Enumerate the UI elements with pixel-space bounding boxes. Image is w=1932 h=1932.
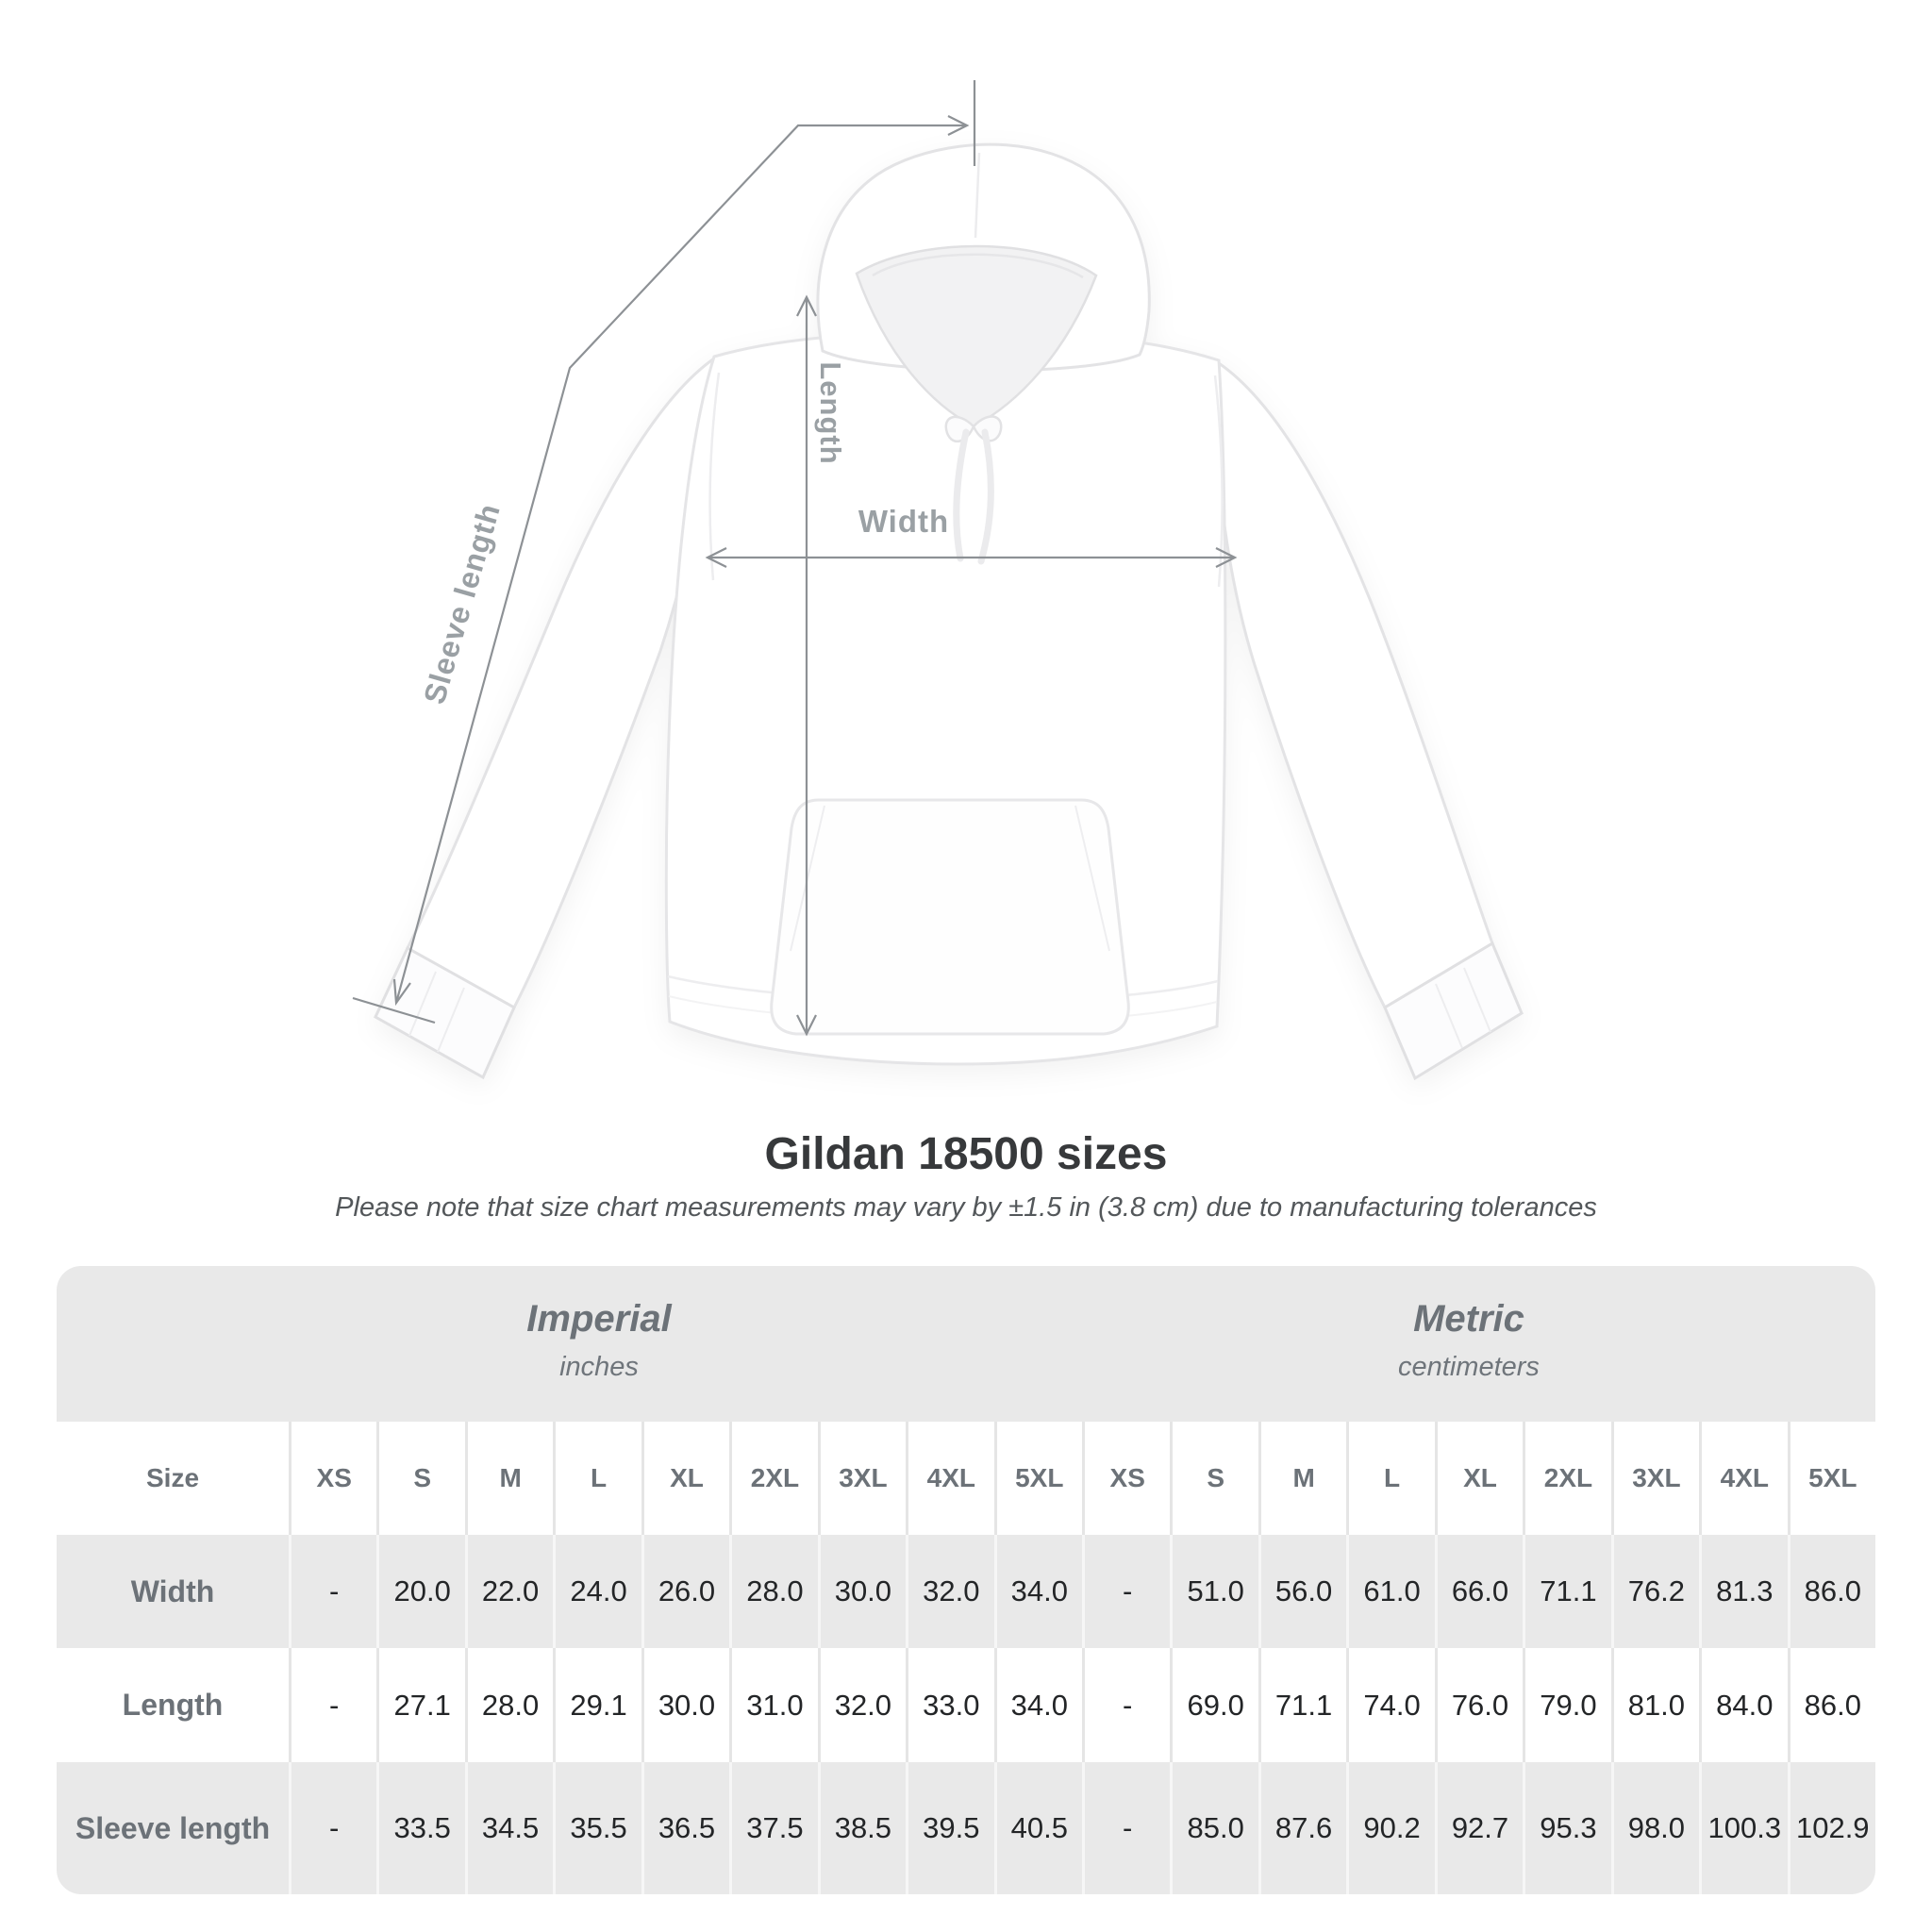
value-cell: 26.0 [641, 1535, 729, 1648]
size-column-header: Size [145, 1463, 200, 1492]
value-cell: 92.7 [1435, 1762, 1523, 1894]
size-header-cell: 2XL [1523, 1422, 1610, 1535]
value-cell: 36.5 [641, 1762, 729, 1894]
size-header-cell: XL [641, 1422, 729, 1535]
tolerance-note: Please note that size chart measurements may vary by ±1.5 in (3.8 cm) due to manufacturing tolerances [335, 1192, 1597, 1223]
value-cell: 56.0 [1258, 1535, 1346, 1648]
size-header-cell: 5XL [1788, 1422, 1875, 1535]
value-cell: 66.0 [1435, 1535, 1523, 1648]
width-dimension-label: Width [858, 504, 950, 539]
value-cell: 28.0 [465, 1648, 553, 1762]
value-cell: 32.0 [818, 1648, 906, 1762]
value-cell: 24.0 [553, 1535, 641, 1648]
value-cell: - [289, 1762, 376, 1894]
size-header-cell: 4XL [1699, 1422, 1787, 1535]
value-cell: 30.0 [641, 1648, 729, 1762]
size-header-cell: XL [1435, 1422, 1523, 1535]
size-header-cell: XS [1082, 1422, 1170, 1535]
size-header-cell: 4XL [906, 1422, 993, 1535]
value-cell: 71.1 [1523, 1535, 1610, 1648]
value-cell: 100.3 [1699, 1762, 1787, 1894]
value-cell: 85.0 [1170, 1762, 1257, 1894]
value-cell: 31.0 [729, 1648, 817, 1762]
value-cell: 51.0 [1170, 1535, 1257, 1648]
value-cell: 87.6 [1258, 1762, 1346, 1894]
value-cell: 61.0 [1346, 1535, 1434, 1648]
metric-group-header [1186, 1266, 1752, 1383]
value-cell: - [289, 1535, 376, 1648]
value-cell: 20.0 [376, 1535, 464, 1648]
value-cell: 29.1 [553, 1648, 641, 1762]
value-cell: 81.0 [1611, 1648, 1699, 1762]
value-cell: 33.5 [376, 1762, 464, 1894]
length-row [57, 1648, 1875, 1762]
value-cell: 84.0 [1699, 1648, 1787, 1762]
sleeve-length-row [57, 1762, 1875, 1894]
length-dimension-label: Length [814, 361, 847, 465]
value-cell: 79.0 [1523, 1648, 1610, 1762]
size-header-cell: 3XL [1611, 1422, 1699, 1535]
value-cell: 28.0 [729, 1535, 817, 1648]
hoodie-right-sleeve [1217, 363, 1492, 1008]
value-cell: 81.3 [1699, 1535, 1787, 1648]
imperial-group-header [316, 1266, 882, 1383]
value-cell: 76.0 [1435, 1648, 1523, 1762]
value-cell: 86.0 [1788, 1535, 1875, 1648]
imperial-unit-label: inches [559, 1352, 639, 1382]
row-label-length: Length [122, 1688, 224, 1722]
row-label-sleeve-length: Sleeve length [75, 1810, 271, 1845]
value-cell: 102.9 [1788, 1762, 1875, 1894]
size-header-cell: L [553, 1422, 641, 1535]
value-cell: 74.0 [1346, 1648, 1434, 1762]
value-cell: 30.0 [818, 1535, 906, 1648]
size-header-cell: 2XL [729, 1422, 817, 1535]
metric-unit-label: centimeters [1398, 1352, 1540, 1382]
value-cell: 22.0 [465, 1535, 553, 1648]
size-header-cell: S [376, 1422, 464, 1535]
value-cell: 27.1 [376, 1648, 464, 1762]
hoodie-kangaroo-pocket [772, 800, 1129, 1034]
value-cell: 34.0 [994, 1648, 1082, 1762]
value-cell: 90.2 [1346, 1762, 1434, 1894]
size-header-cell: M [465, 1422, 553, 1535]
size-header-cell: M [1258, 1422, 1346, 1535]
value-cell: 33.0 [906, 1648, 993, 1762]
unit-header-band [57, 1266, 1875, 1422]
value-cell: 39.5 [906, 1762, 993, 1894]
value-cell: - [1082, 1535, 1170, 1648]
size-header-cell: 3XL [818, 1422, 906, 1535]
value-cell: 40.5 [994, 1762, 1082, 1894]
width-row [57, 1535, 1875, 1648]
hoodie-garment [375, 144, 1522, 1078]
size-header-row [57, 1422, 1875, 1535]
sleeve-length-dimension-label: Sleeve length [416, 499, 508, 708]
size-header-cell: 5XL [994, 1422, 1082, 1535]
imperial-label: Imperial [526, 1298, 672, 1340]
value-cell: 34.0 [994, 1535, 1082, 1648]
value-cell: - [1082, 1648, 1170, 1762]
row-label-width: Width [130, 1574, 215, 1608]
metric-label: Metric [1413, 1298, 1524, 1340]
value-cell: 32.0 [906, 1535, 993, 1648]
value-cell: 98.0 [1611, 1762, 1699, 1894]
value-cell: - [289, 1648, 376, 1762]
value-cell: 34.5 [465, 1762, 553, 1894]
page-title: Gildan 18500 sizes [764, 1129, 1168, 1179]
value-cell: 71.1 [1258, 1648, 1346, 1762]
value-cell: 69.0 [1170, 1648, 1257, 1762]
value-cell: - [1082, 1762, 1170, 1894]
value-cell: 35.5 [553, 1762, 641, 1894]
value-cell: 37.5 [729, 1762, 817, 1894]
value-cell: 86.0 [1788, 1648, 1875, 1762]
value-cell: 95.3 [1523, 1762, 1610, 1894]
size-header-cell: S [1170, 1422, 1257, 1535]
size-table [57, 1266, 1875, 1894]
size-header-cell: XS [289, 1422, 376, 1535]
value-cell: 76.2 [1611, 1535, 1699, 1648]
value-cell: 38.5 [818, 1762, 906, 1894]
size-header-cell: L [1346, 1422, 1434, 1535]
